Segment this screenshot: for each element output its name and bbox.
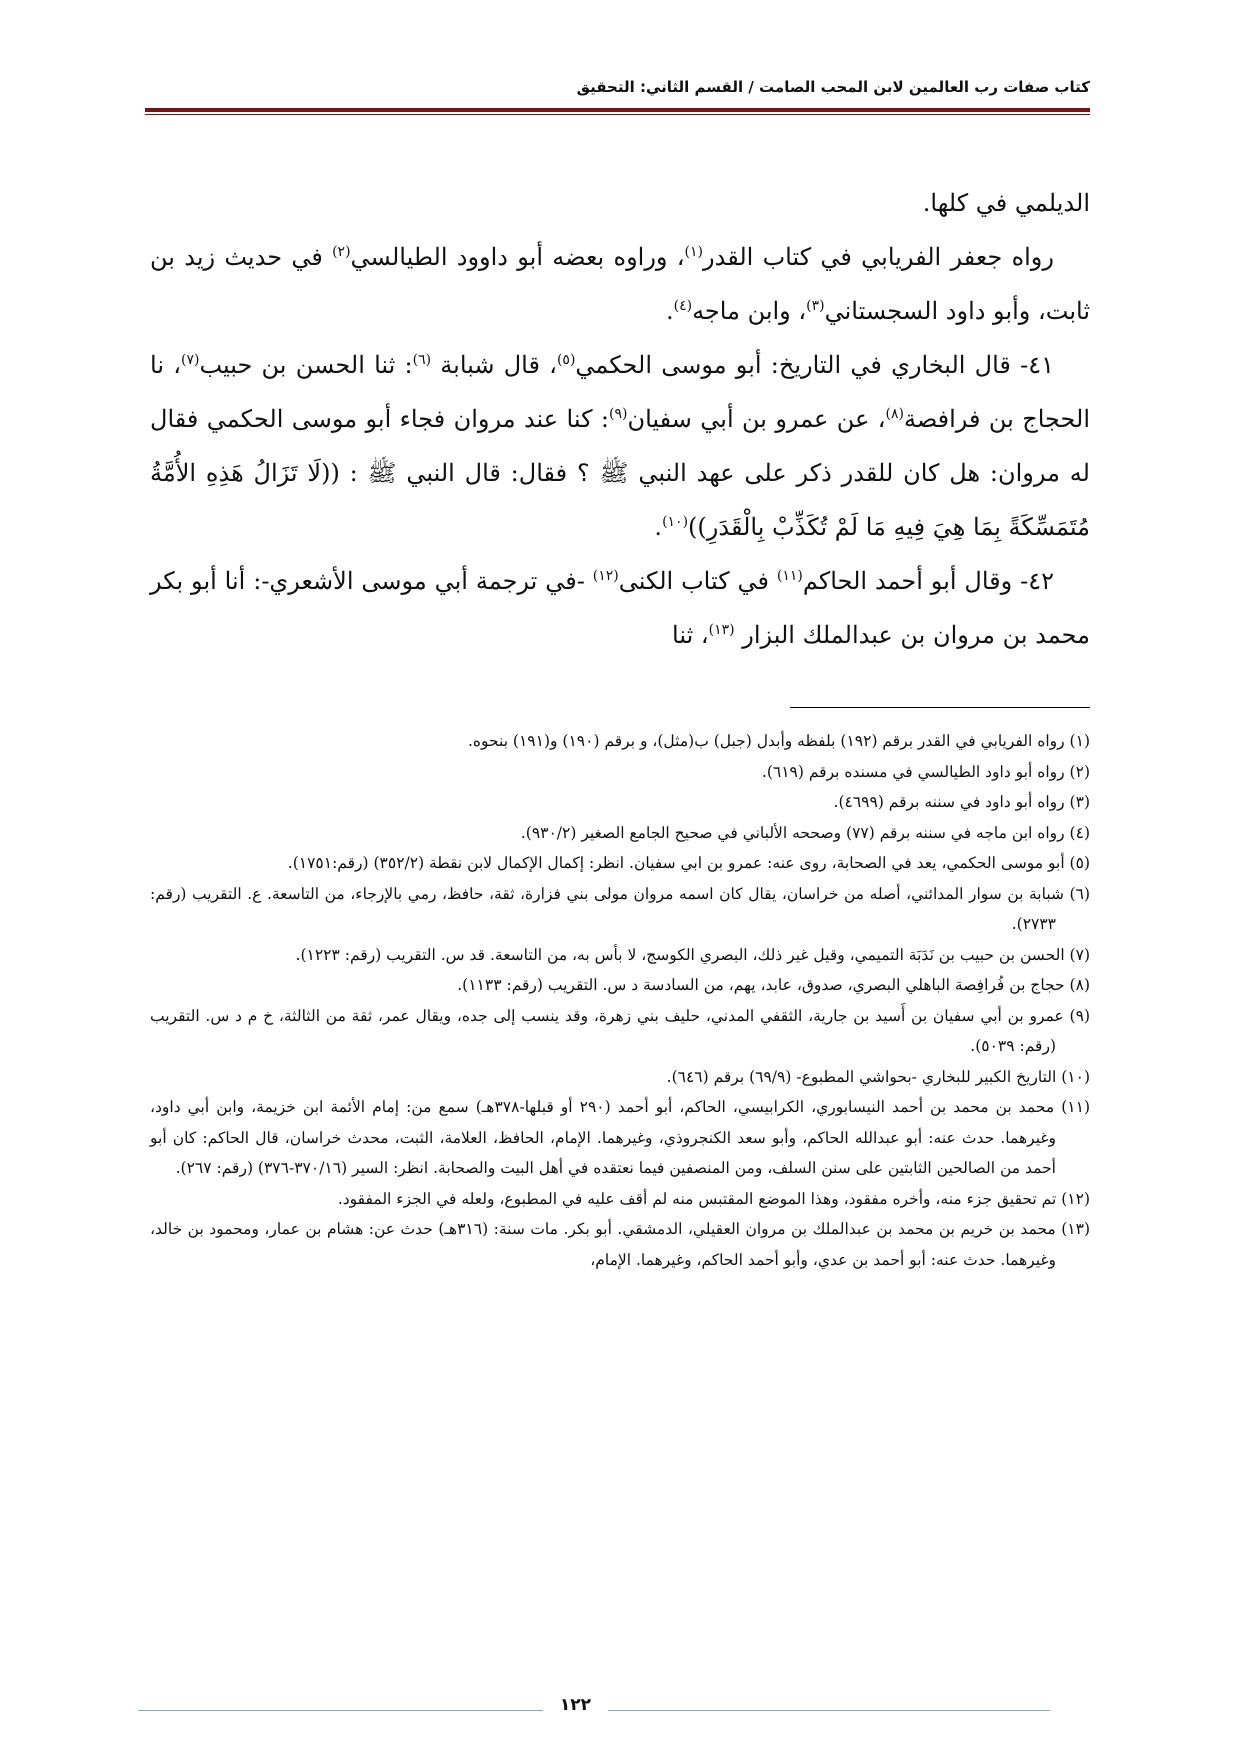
paragraph-2 <box>150 230 1090 338</box>
header-rule <box>145 108 1090 112</box>
footnote-ref: (٥) <box>556 352 576 368</box>
paragraph-text: في حديث زيد بن ثابت، وأبو داود السجستاني <box>150 243 1090 325</box>
footnote-13: (١٣) محمد بن خريم بن محمد بن عبدالملك بن مروان العقيلي، الدمشقي. أبو بكر. مات سنة: (٣١٦هـ) حدث عن: هشام بن عمار، ومحمود بن خالد، وغيرهما. حدث عنه: أبو أحمد بن عدي، وأبو أحمد الحاكم، وغيرهما. الإمام، <box>150 1220 1090 1269</box>
footnote-ref: (٧) <box>180 352 200 368</box>
footnote-4: (٤) رواه ابن ماجه في سننه برقم (٧٧) وصححه الألباني في صحيح الجامع الصغير (٩٣٠/٢). <box>520 823 1090 842</box>
paragraph-text: ٤١- قال البخاري في التاريخ: أبو موسى الحكمي <box>575 351 1055 379</box>
paragraph-text: ، عن عمرو بن أبي سفيان <box>627 405 886 433</box>
footer-rule-left <box>138 1710 543 1711</box>
paragraph-text: ، ثنا <box>672 621 709 649</box>
paragraph-text: في كتاب الكنى <box>618 567 777 595</box>
footnote-ref: (٣) <box>806 298 825 314</box>
footnote-ref: (١١) <box>776 568 803 584</box>
footnote-ref: (٦) <box>412 352 432 368</box>
footnote-2: (٢) رواه أبو داود الطيالسي في مسنده برقم (٦١٩). <box>761 762 1090 781</box>
paragraph-text: ، نا الحجاج بن فرافصة <box>150 351 1090 433</box>
main-text <box>150 176 1090 662</box>
paragraph-text: ، قال شبابة <box>431 351 557 379</box>
footnote-ref: (١) <box>684 244 703 260</box>
paragraph-text: -في ترجمة أبي موسى الأشعري-: أنا أبو بكر محمد بن مروان بن عبدالملك البزار <box>150 567 1090 649</box>
footnote-ref: (١٢) <box>592 568 619 584</box>
footnote-ref: (١٠) <box>662 514 689 530</box>
paragraph-4 <box>150 554 1090 662</box>
paragraph-text: رواه جعفر الفريابي في كتاب القدر <box>703 243 1054 271</box>
footnote-7: (٧) الحسن بن حبيب بن نَدَبَة التميمي، وقيل غير ذلك، البصري الكوسج، لا بأس به، من التاسعة. قد س. التقريب (رقم: ١٢٢٣). <box>295 945 1090 964</box>
footnote-ref: (٨) <box>885 406 904 422</box>
footnote-10: (١٠) التاريخ الكبير للبخاري -بحواشي المطبوع- (٦٩/٩) برقم (٦٤٦). <box>666 1067 1090 1086</box>
paragraph-text: الديلمي في كلها. <box>922 189 1090 217</box>
footnote-ref: (٩) <box>608 406 628 422</box>
page-number: ١٢٢ <box>559 1695 592 1715</box>
footnote-1: (١) رواه الفريابي في القدر برقم (١٩٢) بلفظه وأبدل (جبل) ب(مثل)، و برقم (١٩٠) و(١٩١) بنحوه. <box>467 732 1090 750</box>
paragraph-3 <box>150 338 1090 554</box>
paragraph-text: ، وابن ماجه <box>692 297 807 325</box>
footnote-12: (١٢) تم تحقيق جزء منه، وأخره مفقود، وهذا الموضع المقتبس منه لم أقف عليه في المطبوع، ولعله في الجزء المفقود. <box>337 1189 1090 1208</box>
footnote-9: (٩) عمرو بن أبي سفيان بن أَسيد بن جارية، الثقفي المدني، حليف بني زهرة، وقد ينسب إلى جده، ويقال عمر، ثقة من الثالثة، خ م د س. التقريب (رقم: ٥٠٣٩). <box>150 1006 1090 1055</box>
footnote-5: (٥) أبو موسى الحكمي، يعد في الصحابة، روى عنه: عمرو بن ابي سفيان. انظر: إكمال الإكمال لابن نقطة (٣٥٢/٢) (رقم:١٧٥١). <box>287 854 1090 872</box>
footnote-3: (٣) رواه أبو داود في سننه برقم (٤٦٩٩). <box>833 793 1090 811</box>
footnote-ref: (٤) <box>673 298 693 314</box>
paragraph-text: ٤٢- وقال أبو أحمد الحاكم <box>802 567 1055 595</box>
footnote-11: (١١) محمد بن محمد بن أحمد النيسابوري، الكرابيسي، الحاكم، أبو أحمد (٢٩٠ أو قبلها-٣٧٨هـ) سمع من: إمام الأئمة ابن خزيمة، وابن أبي داود، وغيرهما. حدث عنه: أبو عبدالله الحاكم، وأبو سعد الكنجروذي، وغيرهما. الإمام، الحافظ، العلامة، الثبت، محدث خراسان، قال الحاكم: كان أبو أحمد من الصالحين الثابتين على سنن السلف، ومن المنصفين فيما نعتقده في أهل البيت والصحابة. انظر: السير (٣٧٠/١٦-٣٧٦) (رقم: ٢٦٧). <box>150 1098 1090 1177</box>
paragraph-text: . <box>665 297 674 325</box>
header-rule-thin <box>145 114 1090 115</box>
footnote-ref: (١٣) <box>708 622 735 638</box>
paragraph-text: : كنا عند مروان فجاء أبو موسى الحكمي فقال له مروان: هل كان للقدر ذكر على عهد النبي ﷺ ؟ فقال: قال النبي ﷺ : ((لَا تَزَالُ هَذِهِ الأُمَّةُ مُتَمَسِّكَةً بِمَا هِيَ فِيهِ مَا لَمْ تُكَذِّبْ بِالْقَدَرِ)) <box>150 405 1090 541</box>
footnote-8: (٨) حجاج بن فُرافِصة الباهلي البصري، صدوق، عابد، يهم، من السادسة د س. التقريب (رقم: ١١٣٣). <box>457 976 1090 994</box>
footnote-ref: (٢) <box>332 244 351 260</box>
paragraph-1 <box>150 176 1090 230</box>
paragraph-text: ، وراوه بعضه أبو داوود الطيالسي <box>350 243 685 271</box>
paragraph-text: : ثنا الحسن بن حبيب <box>199 351 413 379</box>
paragraph-text: . <box>654 513 663 541</box>
footnotes <box>150 726 1090 1275</box>
footer-rule-right <box>608 1710 1050 1711</box>
footnote-6: (٦) شبابة بن سوار المدائني، أصله من خراسان، يقال كان اسمه مروان مولى بني فزارة، ثقة، حافظ، رمي بالإرجاء، من التاسعة. ع. التقريب (رقم: ٢٧٣٣). <box>150 884 1090 933</box>
header-title: كتاب صفات رب العالمين لابن المحب الصامت / القسم الثاني: التحقيق <box>576 78 1090 96</box>
footnote-separator <box>790 707 1090 708</box>
